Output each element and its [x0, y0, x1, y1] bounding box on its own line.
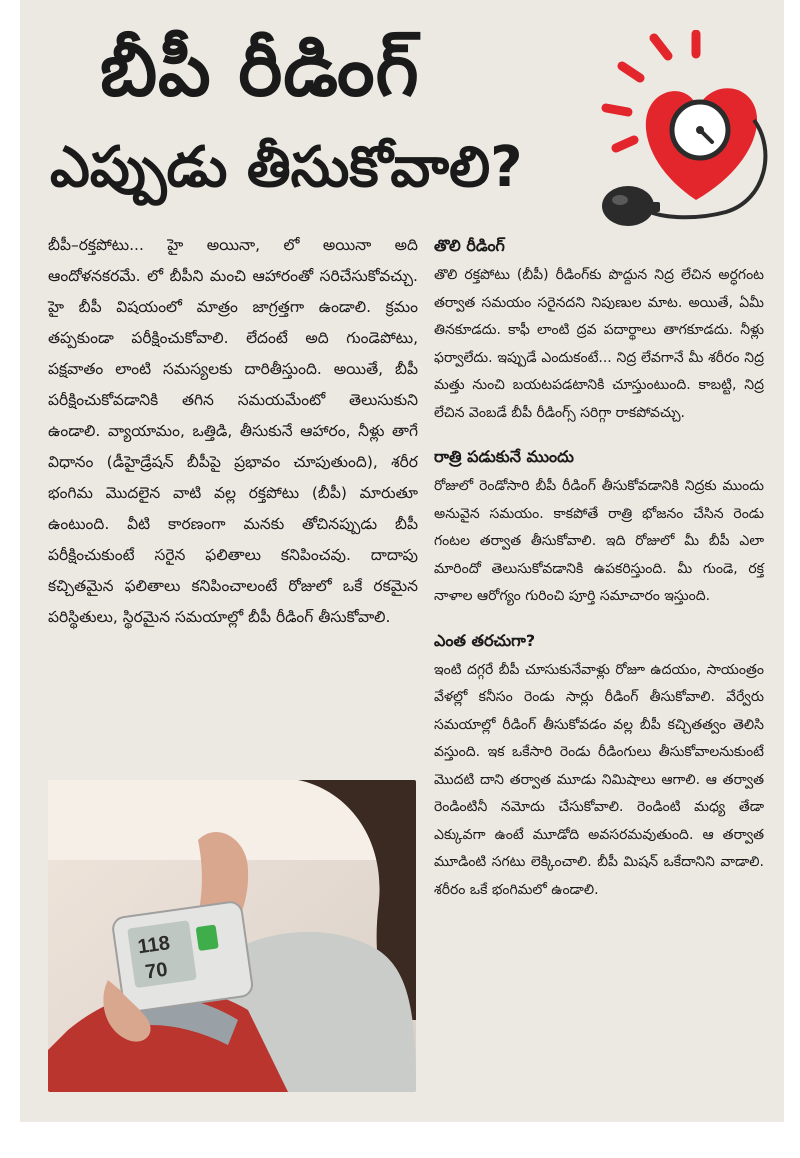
intro-paragraph: బీపీ–రక్తపోటు... హై అయినా, లో అయినా అది ఆందోళనకరమే. లో బీపీని మంచి ఆహారంతో సరిచేసుకోవచ్చు. హై బీపీ విషయంలో మాత్రం జాగ్రత్తగా ఉండాలి. క్రమం తప్పకుండా పరీక్షించుకోవాలి. లేదంటే అది గుండెపోటు, పక్షవాతం లాంటి సమస్యలకు దారితీస్తుంది. అయితే, బీపీ పరీక్షించుకోవడానికి తగిన సమయమేంటో తెలుసుకుని ఉండాలి. వ్యాయామం, ఒత్తిడి, తీసుకునే ఆహారం, నీళ్లు తాగే విధానం (డీహైడ్రేషన్ బీపీపై ప్రభావం చూపుతుంది), శరీర భంగిమ మొదలైన వాటి వల్ల రక్తపోటు (బీపీ) మారుతూ ఉంటుంది. వీటి కారణంగా మనకు తోచినప్పుడు బీపీ పరీక్షించుకుంటే సరైన ఫలితాలు కనిపించవు. దాదాపు కచ్చితమైన ఫలితాలు కనిపించాలంటే రోజులో ఒకే రకమైన పరిస్థితులు, స్థిరమైన సమయాల్లో బీపీ రీడింగ్ తీసుకోవాలి. — [48, 236, 418, 626]
diastolic-reading: 70 — [143, 958, 170, 984]
section-heading: రాత్రి పడుకునే ముందు — [434, 447, 574, 466]
section-before-sleep — [434, 443, 764, 611]
headline-line2: ఎప్పుడు తీసుకోవాలి? — [50, 135, 523, 200]
bp-monitor-device — [112, 901, 254, 1013]
bp-monitor-photo — [48, 780, 416, 1092]
heart-gauge-icon — [576, 30, 776, 230]
sections-column — [434, 232, 764, 920]
pump-bulb-icon — [602, 186, 660, 226]
newspaper-page — [20, 0, 784, 1122]
section-body: తొలి రక్తపోటు (బీపీ) రీడింగ్‌కు పొద్దున నిద్ర లేచిన అర్ధగంట తర్వాత సమయం సరైనదని నిపుణుల మాట. అయితే, ఏమీ తినకూడదు. కాఫీ లాంటి ద్రవ పదార్థాలు తాగకూడదు. నీళ్లు ఫర్వాలేదు. ఇప్పుడే ఎందుకంటే... నిద్ర లేవగానే మీ శరీరం నిద్ర మత్తు నుంచి బయటపడటానికి చూస్తుంటుంది. కాబట్టి, నిద్ర లేచిన వెంబడే బీపీ రీడింగ్స్ సరిగ్గా రాకపోవచ్చు. — [434, 267, 764, 421]
section-body: ఇంటి దగ్గరే బీపీ చూసుకునేవాళ్లు రోజూ ఉదయం, సాయంత్రం వేళల్లో కనీసం రెండు సార్లు రీడింగ్ తీసుకోవాలి. వేర్వేరు సమయాల్లో రీడింగ్ తీసుకోవడం వల్ల బీపీ కచ్చితత్వం తెలిసి వస్తుంది. ఇక ఒకేసారి రెండు రీడింగులు తీసుకోవాలనుకుంటే మొదటి దాని తర్వాత మూడు నిమిషాలు ఆగాలి. ఆ తర్వాత రెండింటినీ నమోదు చేసుకోవాలి. రెండింటి మధ్య తేడా ఎక్కువగా ఉంటే మూడోది అవసరమవుతుంది. ఆ తర్వాత మూడింటి సగటు లెక్కించాలి. బీపీ మిషన్ ఒకేదానిని వాడాలి. శరీరం ఒకే భంగిమలో ఉండాలి. — [434, 661, 764, 898]
section-first-reading — [434, 232, 764, 427]
headline-line1: బీపీ రీడింగ్ — [100, 27, 420, 113]
section-body: రోజులో రెండోసారి బీపీ రీడింగ్ తీసుకోవడానికి నిద్రకు ముందు అనువైన సమయం. కాకపోతే రాత్రి భోజనం చేసిన రెండు గంటల తర్వాత తీసుకోవాలి. ఇది రోజులో మీ బీపీ ఎలా మారిందో తెలుసుకోవడానికి ఉపకరిస్తుంది. మీ గుండె, రక్త నాళాల ఆరోగ్యం గురించి పూర్తి సమాచారం ఇస్తుంది. — [434, 478, 764, 604]
systolic-reading: 118 — [136, 932, 172, 959]
section-heading: తొలి రీడింగ్ — [434, 236, 505, 255]
section-heading: ఎంత తరచుగా? — [434, 630, 536, 650]
section-how-often — [434, 627, 764, 905]
intro-column — [48, 230, 418, 633]
